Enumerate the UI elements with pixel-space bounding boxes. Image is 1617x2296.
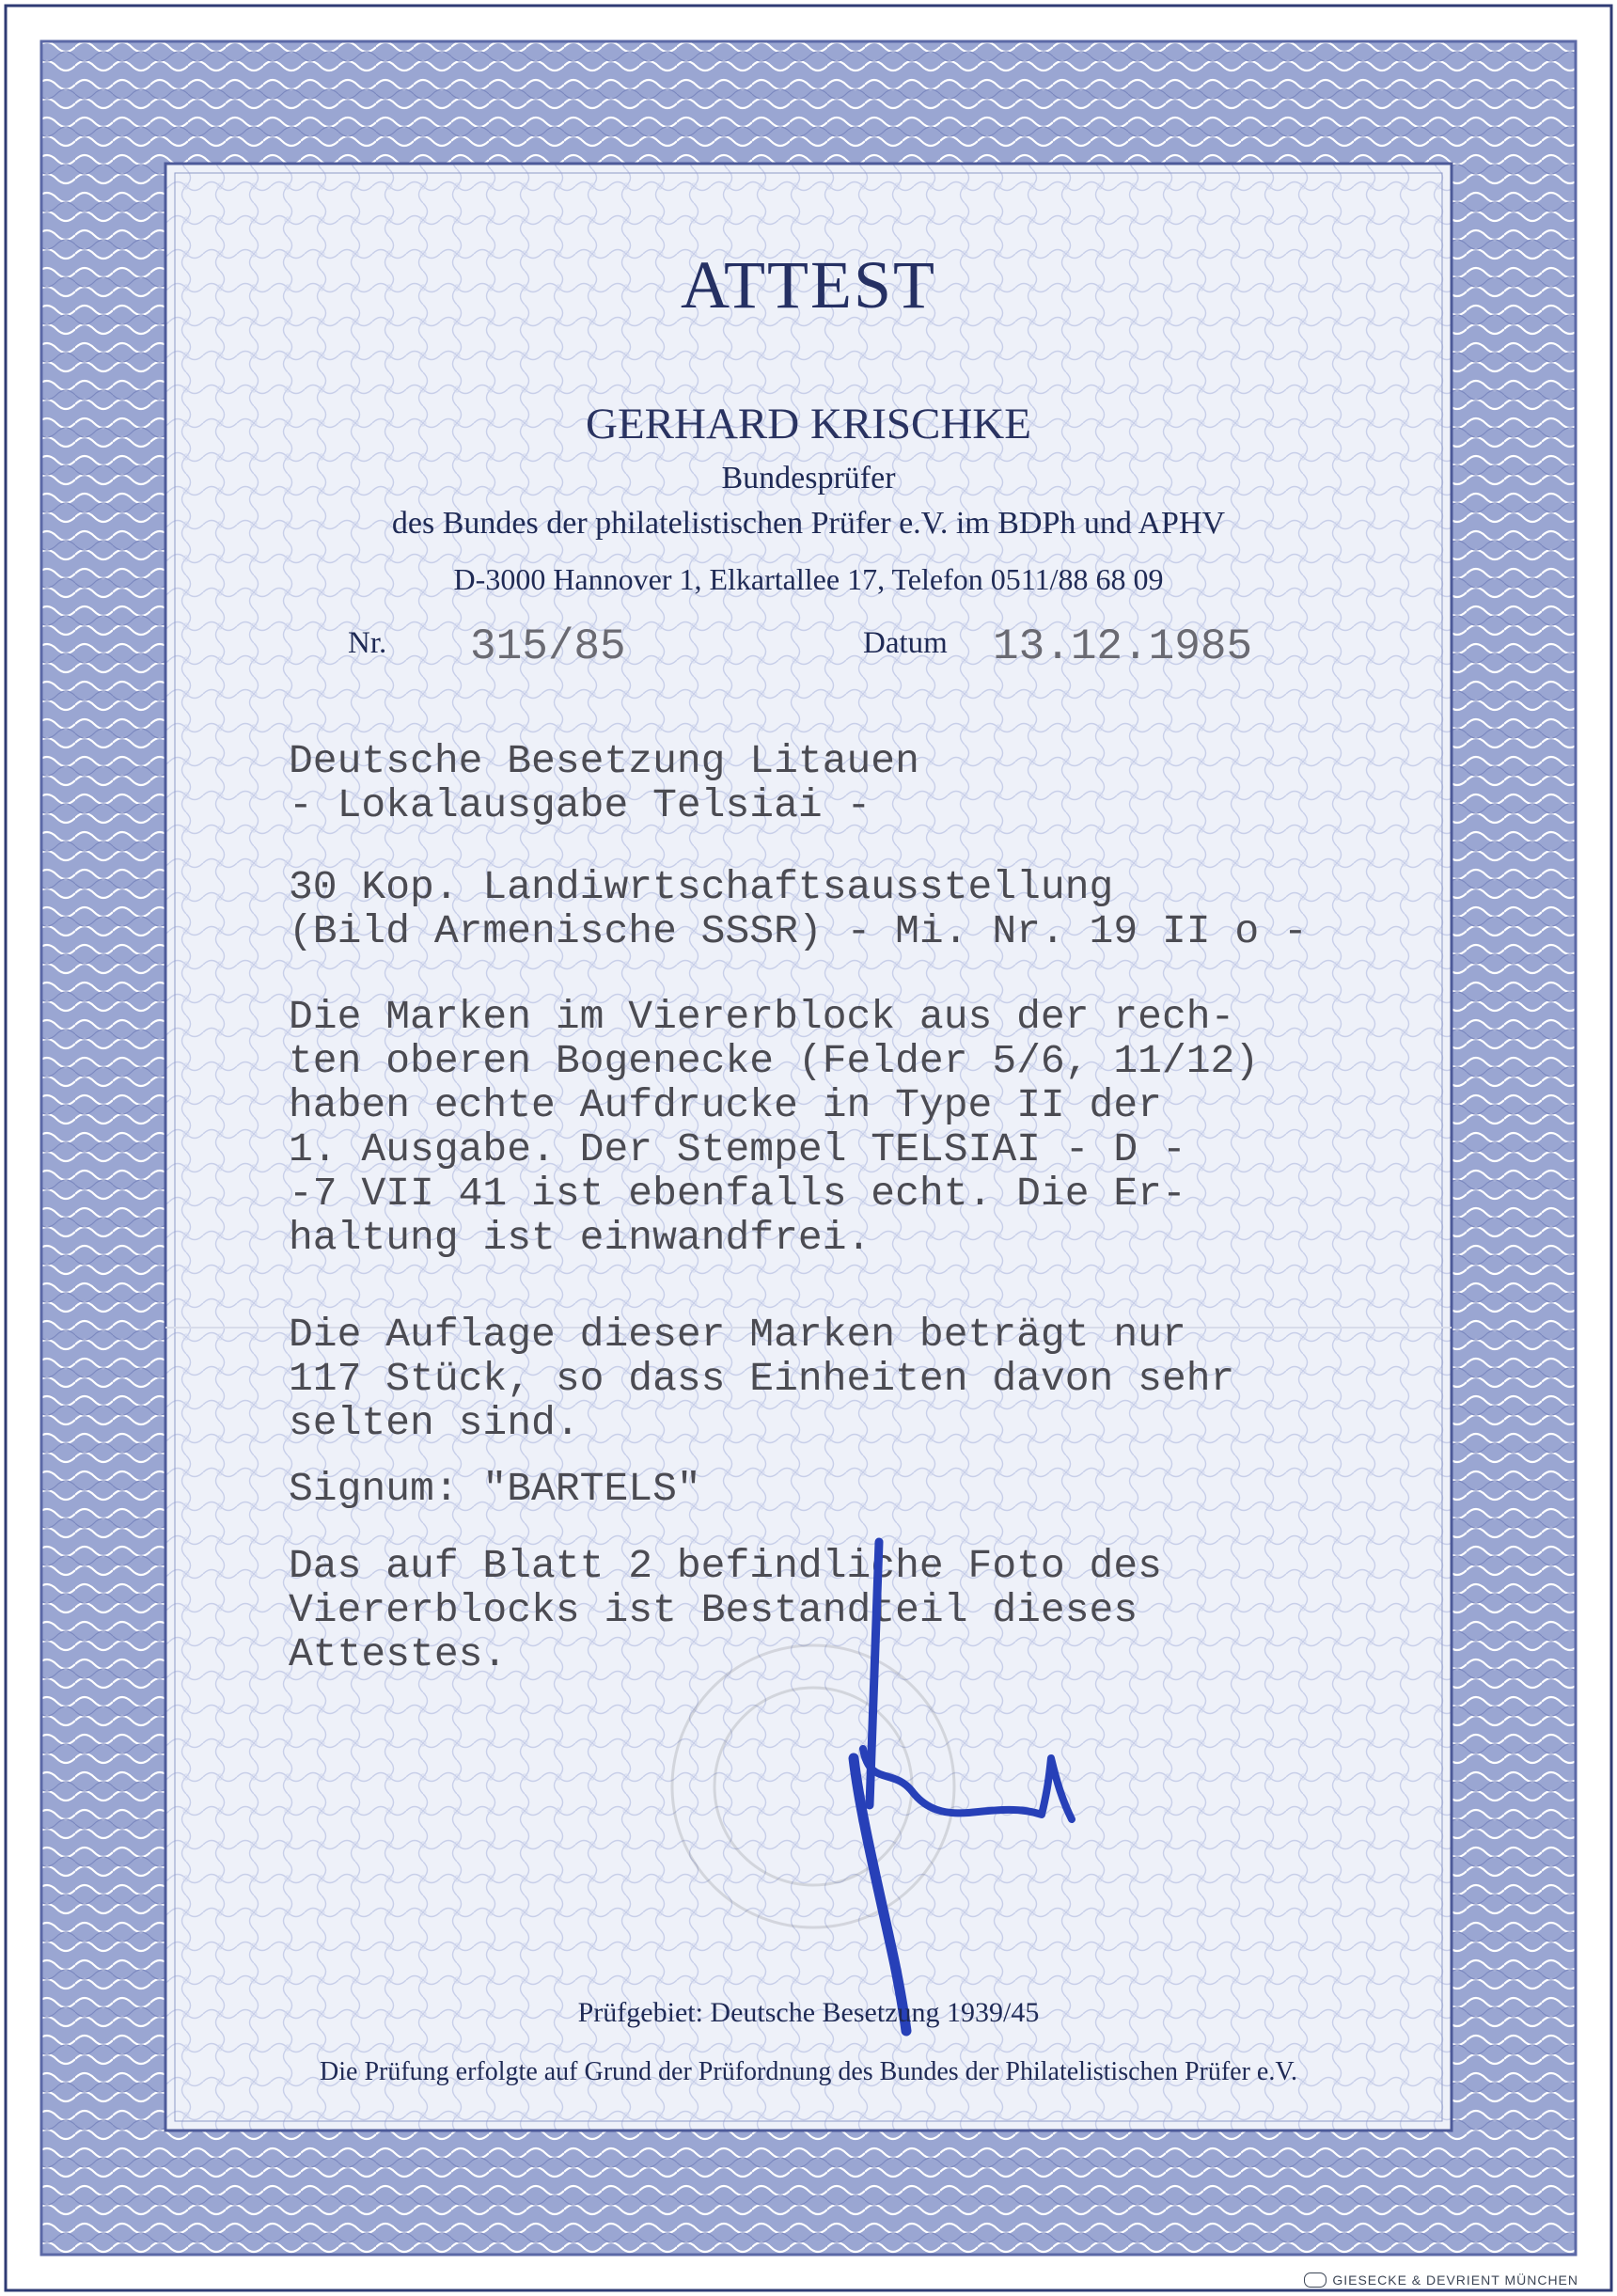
photo-line: Das auf Blatt 2 befindliche Foto des	[289, 1543, 1162, 1589]
date-label: Datum	[863, 626, 948, 660]
signum-line: Signum: "BARTELS"	[289, 1466, 701, 1512]
findings-line: ten oberen Bogenecke (Felder 5/6, 11/12)	[289, 1038, 1260, 1084]
heading-line: Deutsche Besetzung Litauen	[289, 738, 919, 784]
photo-line: Attestes.	[289, 1631, 508, 1677]
certificate-date: 13.12.1985	[993, 622, 1253, 671]
footer-rule: Die Prüfung erfolgte auf Grund der Prüfordnung des Bundes der Philatelistischen Prüfer e.V.	[320, 2057, 1297, 2086]
rarity-line: 117 Stück, so dass Einheiten davon sehr	[289, 1356, 1235, 1402]
rarity-line: Die Auflage dieser Marken beträgt nur	[289, 1312, 1186, 1358]
certificate-number: 315/85	[470, 622, 626, 671]
printer-imprint	[1304, 2272, 1578, 2288]
item-line: (Bild Armenische SSSR) - Mi. Nr. 19 II o -	[289, 908, 1308, 954]
findings-line: 1. Ausgabe. Der Stempel TELSIAI - D -	[289, 1126, 1186, 1172]
findings-line: -7 VII 41 ist ebenfalls echt. Die Er-	[289, 1171, 1186, 1217]
findings-line: haben echte Aufdrucke in Type II der	[289, 1082, 1162, 1128]
photo-line: Viererblocks ist Bestandteil dieses	[289, 1587, 1138, 1633]
examiner-name: GERHARD KRISCHKE	[586, 400, 1031, 448]
number-label: Nr.	[348, 626, 387, 660]
examiner-role: Bundesprüfer	[721, 461, 896, 495]
giesecke-devrient-logo	[1304, 2272, 1327, 2288]
item-line: 30 Kop. Landiwrtschaftsausstellung	[289, 864, 1114, 910]
rarity-line: selten sind.	[289, 1400, 580, 1446]
footer-area: Prüfgebiet: Deutsche Besetzung 1939/45	[577, 1997, 1040, 2028]
association-line: des Bundes der philatelistischen Prüfer e.V. im BDPh und APHV	[391, 506, 1226, 541]
findings-line: haltung ist einwandfrei.	[289, 1215, 871, 1261]
certificate-title: ATTEST	[681, 247, 936, 322]
findings-line: Die Marken im Viererblock aus der rech-	[289, 994, 1235, 1040]
address-line: D-3000 Hannover 1, Elkartallee 17, Telefon 0511/88 68 09	[453, 562, 1164, 596]
heading-line: - Lokalausgabe Telsiai -	[289, 782, 871, 828]
printer-imprint-text: GIESECKE & DEVRIENT MÜNCHEN	[1332, 2272, 1578, 2288]
